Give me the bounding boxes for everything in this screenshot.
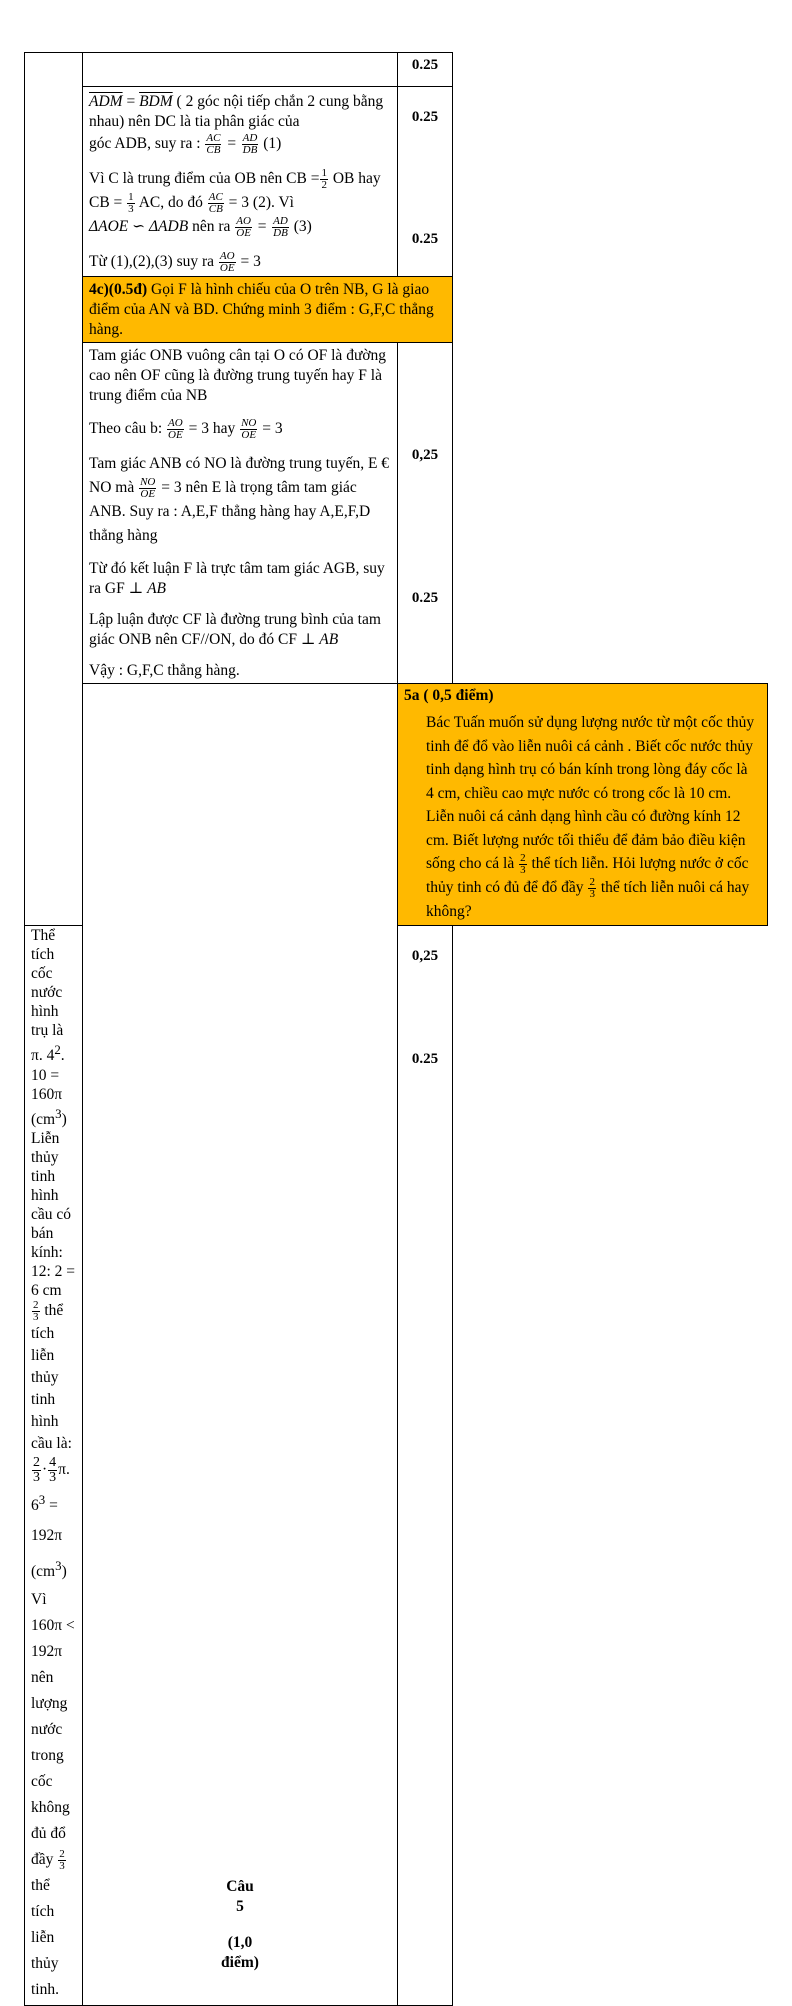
text: Vì C là trung điểm của OB nên CB = [89,170,320,187]
text: = [252,218,272,235]
text: Gọi F là hình chiếu của O trên NB, G là giao điểm của AN và BD. Chứng minh 3 điểm : G,F,C thẳng hàng. [89,281,434,338]
text: = 3 [258,420,283,437]
text: nên ra [188,218,235,235]
text: · [42,1460,48,1478]
den: OE [241,428,257,441]
score: 0.25 [411,231,439,247]
section-label: 4c)(0.5đ) [89,281,148,298]
fraction [205,133,221,156]
fraction [139,477,156,500]
table-row [25,277,768,343]
fraction [58,1849,66,1872]
section-label: 5a ( 0,5 điểm) [404,687,494,704]
line [31,1455,76,1587]
fraction [272,216,289,239]
num: 2 [520,851,526,864]
arc-bdm: $\overline{BDM}$ [139,93,173,110]
text: OB hay CB = [89,170,381,211]
line [31,926,76,1128]
score-cell [398,87,453,277]
section-header-4c [83,277,453,343]
score: 0,25 [411,948,439,965]
fraction [588,877,596,900]
line [89,92,391,132]
num: AO [168,416,183,429]
text: điểm) [221,1954,259,1971]
score: 0.25 [411,57,439,73]
text: thể tích liễn thủy tinh hình cầu là: [31,1301,72,1452]
score: 0,25 [411,447,439,463]
fraction [32,1300,40,1323]
table-row [25,684,768,926]
paragraph: Vậy : G,F,C thẳng hàng. [89,662,240,679]
fraction [127,192,135,215]
num: 4 [49,1454,57,1470]
num: AO [236,214,251,227]
den: 3 [128,202,134,215]
den: CB [208,202,223,215]
fraction [242,133,259,156]
text: π. 6 [31,1460,70,1514]
arc-adm: $\overline{ADM}$ [89,93,123,110]
line [89,610,391,650]
question-cell-4 [25,53,83,926]
fraction [240,418,257,441]
fraction [208,192,224,215]
text: Tam giác ANB có NO là đường trung tuyến, E € NO mà [89,455,390,496]
table-row [25,87,768,277]
text: ( 2 góc nội tiếp chắn 2 cung bằng nhau) nên DC là tia phân giác của [89,93,384,130]
den: OE [140,487,156,500]
score-cell [398,926,453,2006]
sup: 3 [55,1105,62,1121]
text: = [222,135,241,152]
text: Câu [226,1878,254,1895]
den: OE [219,261,235,274]
num: AO [219,249,235,262]
table-row [25,53,768,87]
sup: 3 [55,1557,62,1573]
table-row [25,343,768,684]
den: OE [236,226,251,239]
sup: 2 [54,1042,61,1058]
text: Thể tích cốc nước hình trụ là [31,927,64,1040]
num: AD [273,214,288,227]
score: 0.25 [411,109,439,125]
answer-table [24,52,768,2006]
text: góc ADB, suy ra : [89,135,205,152]
text: = [122,93,140,110]
fraction [167,418,184,441]
num: 2 [33,1298,39,1311]
text: ) [61,1110,67,1128]
num: 2 [589,875,595,888]
den: 3 [33,1310,39,1323]
text: = 3 [236,253,261,270]
sup: 3 [38,1491,46,1507]
line [89,167,391,215]
text: thể tích liễn nuôi cá hay không? [426,878,750,920]
line [89,250,391,274]
score: 0.25 [411,590,439,606]
text: = 192π (cm [31,1496,63,1580]
den: 3 [33,1469,40,1485]
text: (1) [259,135,282,152]
text: = 3 hay [184,420,240,437]
text: . 10 = 160π (cm [31,1047,65,1128]
text: Từ đó kết luận F là trực tâm tam giác AGB, suy ra GF ⊥ [89,560,385,597]
den: 3 [49,1469,57,1485]
text: thể tích liễn. Hỏi lượng nước ở cốc thủy tinh có đủ để đổ đầy [426,855,749,896]
text: 5 [236,1898,244,1915]
answer-table-wrapper [24,52,768,2006]
line [31,1587,76,2003]
text: ΔAOE ∽ ΔADB [89,218,189,235]
content-cell-4c [83,343,398,684]
question-label [83,1877,397,1973]
text: AC, do đó [135,194,207,211]
num: 1 [321,166,327,179]
fraction [235,216,252,239]
den: DB [273,226,288,239]
line [89,417,391,441]
line [89,452,391,548]
text: = 3 nên E là trọng tâm tam giác ANB. Suy ra : A,E,F thẳng hàng hay A,E,F,D thẳng hàng [89,479,371,544]
num: NO [241,416,257,429]
line [31,1300,76,1455]
content-cell-4b [83,87,398,277]
num: AC [206,131,221,144]
paragraph [404,711,761,923]
text: (1,0 [227,1934,253,1951]
num: AD [242,131,258,144]
text: Lập luận được CF là đường trung bình của tam giác ONB nên CF//ON, do đó CF ⊥ [89,611,381,648]
line [89,132,391,156]
text: thể tích liễn thủy tinh. [31,1877,59,1998]
num: NO [140,475,156,488]
num: 2 [33,1454,40,1470]
line [89,280,446,340]
score-cell [398,343,453,684]
fraction [219,251,236,274]
line: Liễn thủy tinh hình cầu có bán kính: 12: 2 = 6 cm [31,1129,76,1299]
fraction [48,1456,57,1485]
paragraph: Tam giác ONB vuông cân tại O có OF là đường cao nên OF cũng là đường trung tuyến hay F là trung điểm của NB [89,347,387,404]
num: 1 [128,190,134,203]
text: AB [319,631,339,648]
den: 2 [321,178,327,191]
fraction [32,1456,41,1485]
den: 3 [520,863,526,876]
den: DB [242,143,258,156]
den: OE [168,428,183,441]
den: 3 [59,1859,65,1872]
score: 0.25 [411,1051,439,1068]
line [89,215,391,239]
content-cell-5a [25,926,83,2006]
text: = 3 (2). Vì [224,194,294,211]
text: ) [61,1563,67,1580]
den: CB [206,143,221,156]
text: Theo câu b: [89,420,167,437]
fraction [320,168,328,191]
line [89,559,391,599]
text: (3) [289,218,312,235]
den: 3 [589,887,595,900]
text: Từ (1),(2),(3) suy ra [89,253,218,270]
text: π. 4 [31,1047,55,1065]
question-cell-5 [83,684,398,2006]
num: AC [208,190,223,203]
score-cell [398,53,453,87]
text: Vì 160π < 192π nên lượng nước trong cốc không đủ đổ đầy [31,1591,75,1868]
section-header-5a [398,684,768,926]
content-cell [83,53,398,87]
num: 2 [59,1847,65,1860]
fraction [519,853,527,876]
text: Bác Tuấn muốn sử dụng lượng nước từ một cốc thủy tinh để đổ vào liễn nuôi cá cảnh . Biết cốc nước thủy tinh dạng hình trụ có bán kính trong lòng đáy cốc là 4 cm, chiều cao mực nước có trong cốc là 10 cm. Liễn nuôi cá cảnh dạng hình cầu có đường kính 12 cm. Biết lượng nước tối thiểu để đảm bảo điều kiện sống cho cá là [426,714,755,872]
text: AB [147,580,166,597]
